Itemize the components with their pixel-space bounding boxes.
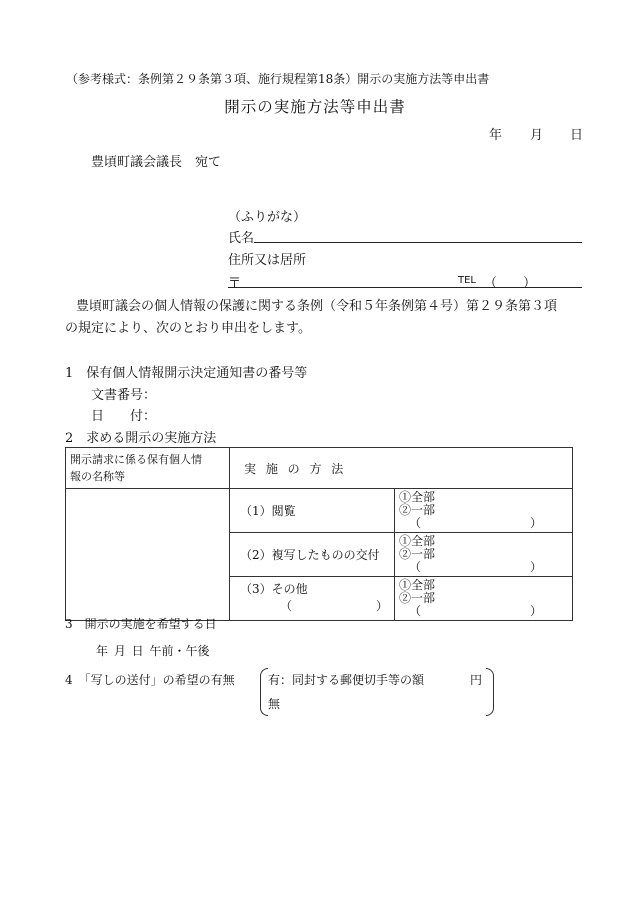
disclosure-method-table — [65, 447, 573, 621]
option-partial[interactable]: ②一部 — [399, 591, 436, 605]
options-row-1[interactable] — [395, 489, 573, 533]
option-all[interactable]: ①全部 — [399, 490, 436, 504]
option-detail-open: （ — [409, 604, 422, 618]
yen-label: 円 — [470, 673, 483, 687]
date-month-label: 月 — [530, 128, 544, 143]
options-row-3[interactable] — [395, 577, 573, 621]
address-label: 住所又は居所 — [228, 253, 307, 268]
option-detail-close: ） — [529, 604, 542, 618]
table-header-method — [230, 448, 573, 489]
table-header-info-name — [66, 448, 230, 489]
reference-note: （参考様式：条例第２９条第３項、施行規程第18条）開示の実施方法等申出書 — [66, 72, 490, 86]
body-text-line1: 豊頃町議会の個人情報の保護に関する条例（令和５年条例第４号）第２９条第３項 — [76, 299, 558, 314]
header-col1-line1: 開示請求に係る保有個人情 — [70, 453, 202, 466]
method-row-1 — [230, 489, 395, 533]
notice-date-label: 日 付： — [91, 409, 157, 424]
option-detail-open: （ — [409, 516, 422, 530]
other-detail-open: （ — [280, 599, 293, 613]
send-copy-no-option[interactable]: 無 — [268, 697, 281, 711]
section2-heading: 2 求める開示の実施方法 — [65, 431, 217, 446]
option-detail-close: ） — [529, 560, 542, 574]
option-all[interactable]: ①全部 — [399, 578, 436, 592]
method-label-other: （3）その他 — [240, 582, 308, 596]
furigana-label: （ふりがな） — [228, 210, 307, 225]
info-name-cell[interactable] — [66, 489, 230, 621]
method-label-inspection: （1）閲覧 — [240, 504, 296, 518]
postal-mark: 〒 — [228, 276, 242, 291]
right-brace — [486, 668, 494, 716]
name-label: 氏名 — [228, 231, 255, 246]
option-detail-close: ） — [529, 516, 542, 530]
date-day-label: 日 — [570, 128, 584, 143]
body-text-line2: の規定により、次のとおり申出をします。 — [65, 321, 311, 336]
left-brace — [260, 668, 268, 716]
header-col2-label: 実 施 の 方 法 — [244, 462, 347, 476]
address-underline[interactable] — [228, 287, 582, 288]
option-all[interactable]: ①全部 — [399, 534, 436, 548]
method-label-copy: （2）複写したものの交付 — [240, 548, 380, 562]
preferred-date-line[interactable]: 年 月 日 午前・午後 — [96, 644, 210, 658]
option-partial[interactable]: ②一部 — [399, 503, 436, 517]
other-detail-close: ） — [375, 599, 388, 613]
tel-paren: （ ） — [484, 276, 537, 291]
name-underline[interactable] — [254, 242, 582, 243]
doc-number-label: 文書番号： — [91, 388, 157, 403]
method-row-2 — [230, 533, 395, 577]
options-row-2[interactable] — [395, 533, 573, 577]
send-copy-yes-option[interactable]: 有：同封する郵便切手等の額 — [268, 673, 425, 687]
option-partial[interactable]: ②一部 — [399, 547, 436, 561]
header-col1-line2: 報の名称等 — [70, 470, 125, 483]
document-title: 開示の実施方法等申出書 — [224, 98, 406, 116]
option-detail-open: （ — [409, 560, 422, 574]
section3-heading: 3 開示の実施を希望する日 — [65, 617, 217, 631]
addressee: 豊頃町議会議長 宛て — [91, 155, 222, 170]
tel-label: TEL — [458, 275, 476, 286]
section4-heading: 4 「写しの送付」の希望の有無 — [65, 673, 235, 687]
method-row-3 — [230, 577, 395, 621]
section1-heading: 1 保有個人情報開示決定通知書の番号等 — [65, 366, 308, 381]
date-year-label: 年 — [489, 128, 503, 143]
